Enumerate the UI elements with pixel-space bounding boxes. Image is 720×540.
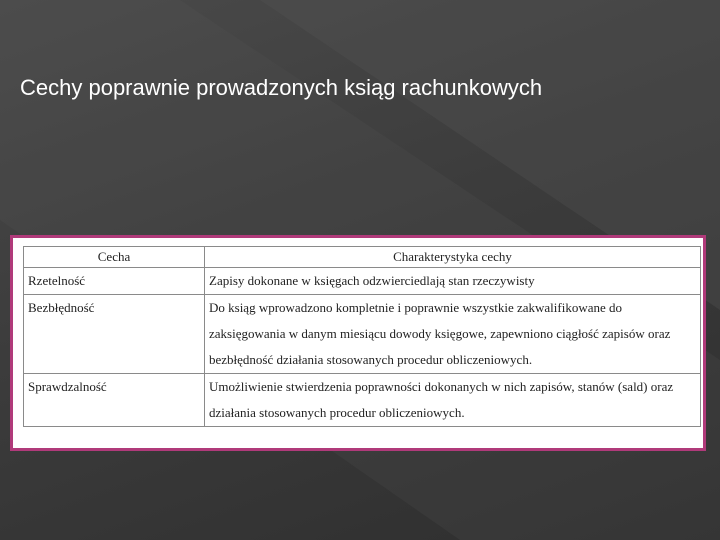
table-row <box>24 268 701 295</box>
cell-cecha: Rzetelność <box>24 268 205 295</box>
cell-charakterystyka: Zapisy dokonane w księgach odzwierciedlają stan rzeczywisty <box>205 268 701 295</box>
table-header-row <box>24 247 701 268</box>
slide-title: Cechy poprawnie prowadzonych ksiąg rachunkowych <box>20 75 543 100</box>
table-row <box>24 295 701 374</box>
traits-table <box>23 246 701 427</box>
cell-charakterystyka: Umożliwienie stwierdzenia poprawności dokonanych w nich zapisów, stanów (sald) oraz działania stosowanych procedur obliczeniowych. <box>205 374 701 427</box>
cell-cecha: Bezbłędność <box>24 295 205 374</box>
table-row <box>24 374 701 427</box>
table-frame <box>10 235 706 451</box>
header-charakterystyka: Charakterystyka cechy <box>205 247 701 268</box>
header-cecha: Cecha <box>24 247 205 268</box>
cell-charakterystyka: Do ksiąg wprowadzono kompletnie i poprawnie wszystkie zakwalifikowane do zaksięgowania w danym miesiącu dowody księgowe, zapewniono ciągłość zapisów oraz bezbłędność działania stosowanych procedur obliczeniowych. <box>205 295 701 374</box>
cell-cecha: Sprawdzalność <box>24 374 205 427</box>
